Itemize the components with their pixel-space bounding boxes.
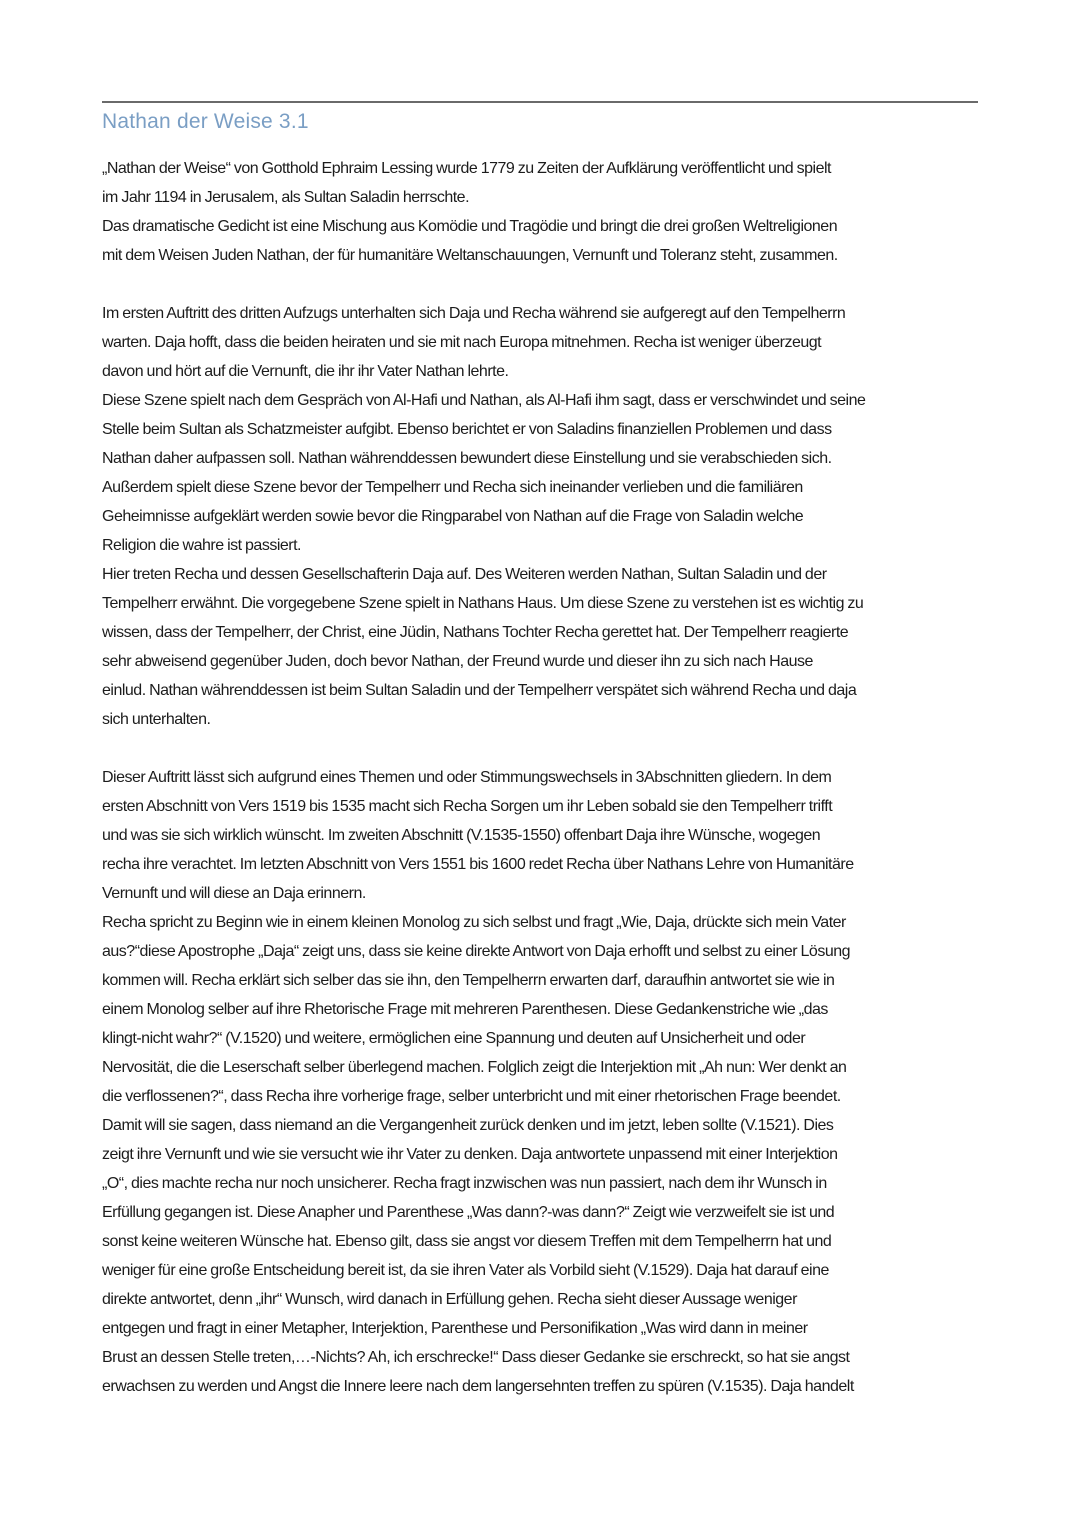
text-line: Außerdem spielt diese Szene bevor der Tempelherr und Recha sich ineinander verlieben und die familiären (102, 479, 803, 496)
text-line: klingt-nicht wahr?“ (V.1520) und weitere, ermöglichen eine Spannung und deuten auf Unsicherheit und oder (102, 1030, 806, 1047)
text-line: zeigt ihre Vernunft und wie sie versucht wie ihr Vater zu denken. Daja antwortete unpassend mit einer Interjektion (102, 1146, 838, 1163)
text-line: ersten Abschnitt von Vers 1519 bis 1535 macht sich Recha Sorgen um ihr Leben sobald sie den Tempelherr trifft (102, 798, 833, 815)
text-line: wissen, dass der Tempelherr, der Christ, eine Jüdin, Nathans Tochter Recha gerettet hat. Der Tempelherr reagierte (102, 624, 849, 641)
text-line: Erfüllung gegangen ist. Diese Anapher und Parenthese „Was dann?-was dann?“ Zeigt wie verzweifelt sie ist und (102, 1204, 835, 1221)
text-line: mit dem Weisen Juden Nathan, der für humanitäre Weltanschauungen, Vernunft und Toleranz steht, zusammen. (102, 247, 838, 264)
text-line: Recha spricht zu Beginn wie in einem kleinen Monolog zu sich selbst und fragt „Wie, Daja, drückte sich mein Vater (102, 914, 846, 931)
text-line: Dieser Auftritt lässt sich aufgrund eines Themen und oder Stimmungswechsels in 3Abschnitten gliedern. In dem (102, 769, 832, 786)
text-line: Stelle beim Sultan als Schatzmeister aufgibt. Ebenso berichtet er von Saladins finanziellen Problemen und dass (102, 421, 832, 438)
text-line: entgegen und fragt in einer Metapher, Interjektion, Parenthese und Personifikation „Was wird dann in meiner (102, 1320, 808, 1337)
text-line: davon und hört auf die Vernunft, die ihr ihr Vater Nathan lehrte. (102, 363, 509, 380)
text-line: Nathan daher aufpassen soll. Nathan währenddessen bewundert diese Einstellung und sie verabschieden sich. (102, 450, 832, 467)
document-title: Nathan der Weise 3.1 (102, 110, 309, 133)
text-line: Geheimnisse aufgeklärt werden sowie bevor die Ringparabel von Nathan auf die Frage von Saladin welche (102, 508, 804, 525)
text-line: Brust an dessen Stelle treten,…-Nichts? Ah, ich erschrecke!“ Dass dieser Gedanke sie erschreckt, so hat sie angst (102, 1349, 850, 1366)
text-line: kommen will. Recha erklärt sich selber das sie ihn, den Tempelherrn erwarten darf, daraufhin antwortet sie wie in (102, 972, 835, 989)
text-line: sonst keine weiteren Wünsche hat. Ebenso gilt, dass sie angst vor diesem Treffen mit dem Tempelherrn hat und (102, 1233, 832, 1250)
text-line: sich unterhalten. (102, 711, 211, 728)
text-line: warten. Daja hofft, dass die beiden heiraten und sie mit nach Europa mitnehmen. Recha ist weniger überzeugt (102, 334, 822, 351)
text-line: „Nathan der Weise“ von Gotthold Ephraim Lessing wurde 1779 zu Zeiten der Aufklärung veröffentlicht und spielt (102, 160, 831, 177)
text-line: recha ihre verachtet. Im letzten Abschnitt von Vers 1551 bis 1600 redet Recha über Nathans Lehre von Humanitäre (102, 856, 854, 873)
text-line: Damit will sie sagen, dass niemand an die Vergangenheit zurück denken und im jetzt, leben sollte (V.1521). Dies (102, 1117, 834, 1134)
text-line: Hier treten Recha und dessen Gesellschafterin Daja auf. Des Weiteren werden Nathan, Sultan Saladin und der (102, 566, 827, 583)
text-line: Im ersten Auftritt des dritten Aufzugs unterhalten sich Daja und Recha während sie aufgeregt auf den Tempelherrn (102, 305, 846, 322)
header-rule (102, 101, 978, 103)
text-line: direkte antwortet, denn „ihr“ Wunsch, wird danach in Erfüllung gehen. Recha sieht dieser Aussage weniger (102, 1291, 797, 1308)
text-line: die verflossenen?“, dass Recha ihre vorherige frage, selber unterbricht und mit einer rhetorischen Frage beendet. (102, 1088, 841, 1105)
text-line: einem Monolog selber auf ihre Rhetorische Frage mit mehreren Parenthesen. Diese Gedankenstriche wie „das (102, 1001, 828, 1018)
text-line: und was sie sich wirklich wünscht. Im zweiten Abschnitt (V.1535-1550) offenbart Daja ihre Wünsche, wogegen (102, 827, 821, 844)
paragraph-spacer (102, 270, 978, 299)
text-line: erwachsen zu werden und Angst die Innere leere nach dem langersehnten treffen zu spüren (V.1535). Daja handelt (102, 1378, 854, 1395)
text-line: Nervosität, die die Leserschaft selber überlegend machen. Folglich zeigt die Interjektion mit „Ah nun: Wer denkt an (102, 1059, 847, 1076)
text-line: „O“, dies machte recha nur noch unsicherer. Recha fragt inzwischen was nun passiert, nach dem ihr Wunsch in (102, 1175, 827, 1192)
text-line: im Jahr 1194 in Jerusalem, als Sultan Saladin herrschte. (102, 189, 470, 206)
paragraph-spacer (102, 734, 978, 763)
text-line: aus?“diese Apostrophe „Daja“ zeigt uns, dass sie keine direkte Antwort von Daja erhofft und selbst zu einer Lösung (102, 943, 851, 960)
text-line: Tempelherr erwähnt. Die vorgegebene Szene spielt in Nathans Haus. Um diese Szene zu verstehen ist es wichtig zu (102, 595, 864, 612)
text-line: Diese Szene spielt nach dem Gespräch von Al-Hafi und Nathan, als Al-Hafi ihm sagt, dass er verschwindet und seine (102, 392, 866, 409)
document-body (102, 154, 978, 1401)
text-line: einlud. Nathan währenddessen ist beim Sultan Saladin und der Tempelherr verspätet sich während Recha und daja (102, 682, 857, 699)
text-line: sehr abweisend gegenüber Juden, doch bevor Nathan, der Freund wurde und dieser ihn zu sich nach Hause (102, 653, 813, 670)
text-line: weniger für eine große Entscheidung bereit ist, da sie ihren Vater als Vorbild sieht (V.1529). Daja hat darauf eine (102, 1262, 829, 1279)
text-line: Vernunft und will diese an Daja erinnern. (102, 885, 366, 902)
text-line: Das dramatische Gedicht ist eine Mischung aus Komödie und Tragödie und bringt die drei großen Weltreligionen (102, 218, 838, 235)
text-line: Religion die wahre ist passiert. (102, 537, 301, 554)
